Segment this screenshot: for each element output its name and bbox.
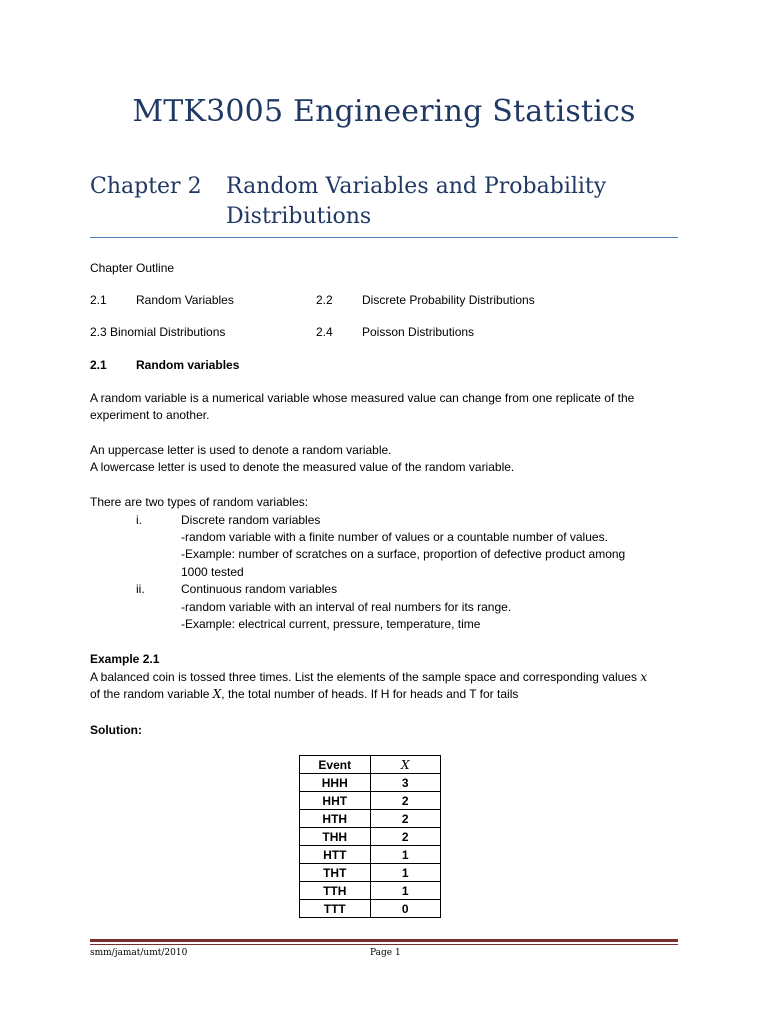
document-title: MTK3005 Engineering Statistics — [132, 94, 636, 129]
footer-author: smm/jamat/umt/2010 — [90, 948, 188, 958]
table-cell: TTH — [300, 882, 371, 900]
math-variable-lower: x — [640, 670, 648, 684]
section-number: 2.1 — [90, 358, 107, 372]
types-intro: There are two types of random variables: — [90, 495, 309, 509]
example-text: of the random variable — [90, 687, 210, 701]
table-row — [300, 774, 441, 792]
solution-label: Solution: — [90, 723, 142, 737]
chapter-number: Chapter 2 — [90, 174, 202, 199]
table-row — [300, 828, 441, 846]
table-row — [300, 900, 441, 918]
example-line-1 — [90, 669, 647, 686]
list-item-line: -Example: electrical current, pressure, temperature, time — [181, 617, 481, 631]
table-cell: TTT — [300, 900, 371, 918]
table-header-row — [300, 756, 441, 774]
events-table — [299, 755, 441, 918]
table-cell: THT — [300, 864, 371, 882]
footer-page-number: Page 1 — [370, 948, 401, 958]
example-heading: Example 2.1 — [90, 652, 160, 666]
example-line-2 — [90, 686, 518, 703]
table-cell: 3 — [370, 774, 441, 792]
table-row — [300, 792, 441, 810]
outline-label: Random Variables — [136, 293, 234, 307]
table-row — [300, 846, 441, 864]
outline-number: 2.1 — [90, 293, 107, 307]
column-header-event: Event — [300, 756, 371, 774]
footer-rule-thin — [90, 944, 678, 945]
lowercase-note: A lowercase letter is used to denote the measured value of the random variable. — [90, 460, 515, 474]
list-item-title: Discrete random variables — [181, 513, 321, 527]
heading-divider — [90, 237, 678, 238]
list-item-line: -random variable with an interval of real numbers for its range. — [181, 600, 512, 614]
uppercase-note: An uppercase letter is used to denote a random variable. — [90, 443, 392, 457]
table-row — [300, 810, 441, 828]
list-item-title: Continuous random variables — [181, 582, 338, 596]
example-text: , the total number of heads. If H for heads and T for tails — [221, 687, 519, 701]
chapter-title: Random Variables and Probability Distributions — [226, 174, 607, 229]
table-cell: 1 — [370, 846, 441, 864]
table-cell: HHH — [300, 774, 371, 792]
example-text: A balanced coin is tossed three times. List the elements of the sample space and corresponding values — [90, 670, 637, 684]
outline-label: 2.3 Binomial Distributions — [90, 325, 226, 339]
table-cell: HTH — [300, 810, 371, 828]
list-marker: ii. — [136, 582, 145, 596]
column-header-x: X — [370, 756, 441, 774]
table-cell: 2 — [370, 792, 441, 810]
section-title: Random variables — [136, 358, 240, 372]
outline-number: 2.2 — [316, 293, 333, 307]
list-item-line: 1000 tested — [181, 565, 244, 579]
table-cell: 2 — [370, 810, 441, 828]
table-cell: 1 — [370, 864, 441, 882]
outline-number: 2.4 — [316, 325, 333, 339]
table-row — [300, 882, 441, 900]
outline-label: Discrete Probability Distributions — [362, 293, 535, 307]
footer-rule-thick — [90, 939, 678, 942]
outline-label: Poisson Distributions — [362, 325, 475, 339]
table-cell: HHT — [300, 792, 371, 810]
table-cell: HTT — [300, 846, 371, 864]
list-item-line: -random variable with a finite number of values or a countable number of values. — [181, 530, 608, 544]
table-cell: 2 — [370, 828, 441, 846]
math-variable-upper: X — [212, 687, 222, 701]
definition-paragraph: A random variable is a numerical variable whose measured value can change from one replicate of the experiment to another. — [90, 391, 635, 422]
table-cell: THH — [300, 828, 371, 846]
table-row — [300, 864, 441, 882]
table-cell: 0 — [370, 900, 441, 918]
list-item-line: -Example: number of scratches on a surface, proportion of defective product among — [181, 547, 626, 561]
list-marker: i. — [136, 513, 142, 527]
table-cell: 1 — [370, 882, 441, 900]
outline-heading: Chapter Outline — [90, 261, 175, 275]
